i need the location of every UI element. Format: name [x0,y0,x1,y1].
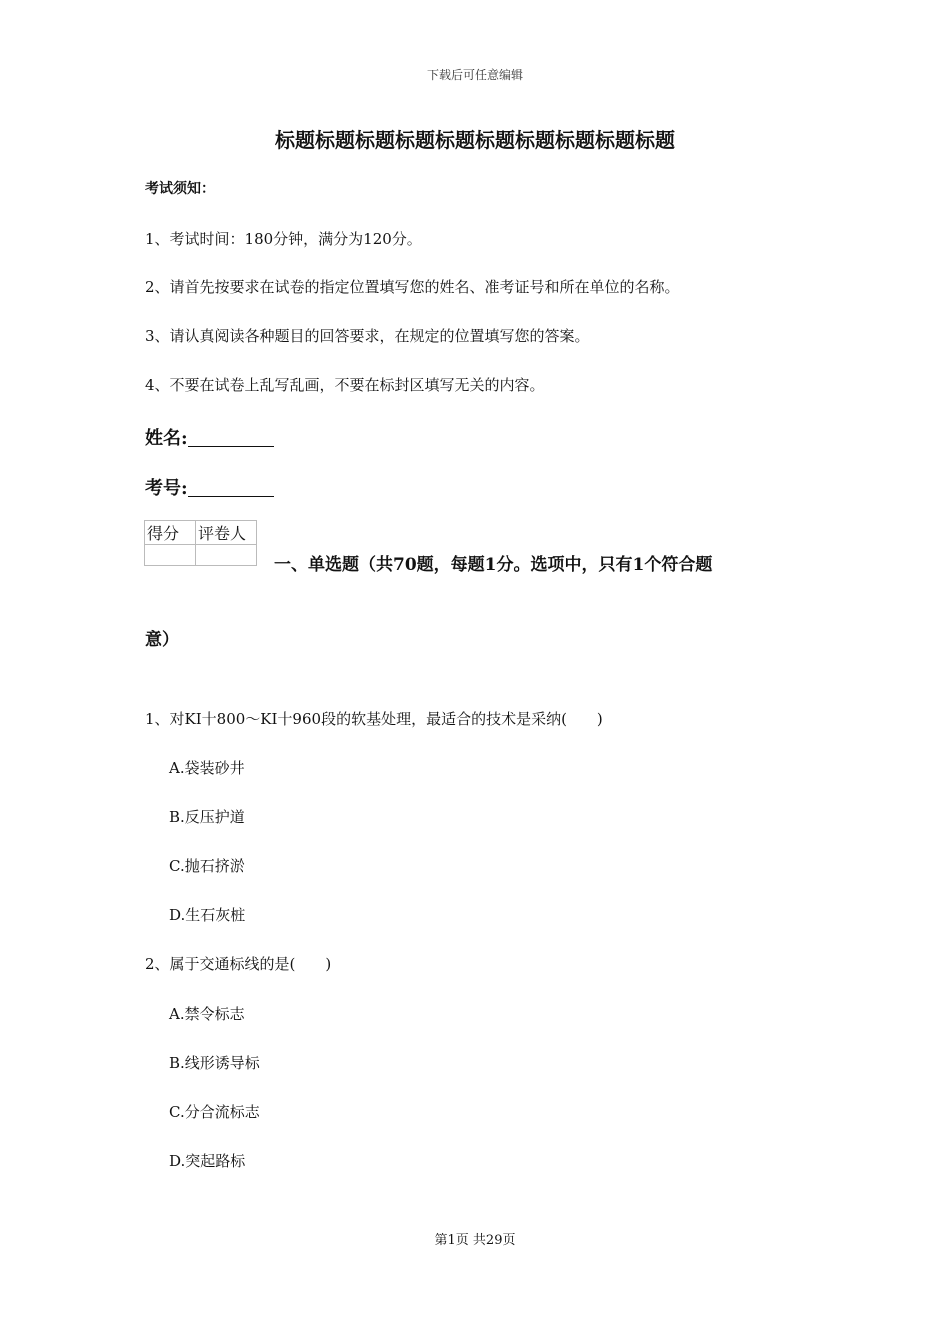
section-title: 一、单选题（共70题，每题1分。选项中，只有1个符合题 [274,555,713,575]
question-option: C.抛石挤淤 [169,857,245,875]
score-header: 得分 [145,521,196,545]
id-label: 考号: [145,478,188,499]
section-title-continued: 意） [145,630,179,650]
notice-item: 4、不要在试卷上乱写乱画，不要在标封区填写无关的内容。 [145,376,545,394]
page-footer: 第1页 共29页 [434,1233,516,1248]
name-field [145,424,274,450]
question-option: D.突起路标 [169,1152,246,1170]
score-cell [145,545,196,566]
question-option: A.袋装砂井 [169,759,245,777]
question-option: B.线形诱导标 [169,1054,260,1072]
question-stem: 2、属于交通标线的是( ) [145,955,332,973]
name-blank-line[interactable] [188,428,274,447]
notice-item: 2、请首先按要求在试卷的指定位置填写您的姓名、准考证号和所在单位的名称。 [145,278,680,296]
header-note: 下载后可任意编辑 [426,68,523,82]
question-option: A.禁令标志 [169,1005,245,1023]
grader-cell [196,545,257,566]
question-stem: 1、对KI十800～KI十960段的软基处理，最适合的技术是采纳( ) [145,710,603,728]
notice-heading: 考试须知： [145,181,215,197]
name-label: 姓名: [145,428,188,449]
question-option: B.反压护道 [169,808,245,826]
question-option: D.生石灰桩 [169,906,246,924]
question-option: C.分合流标志 [169,1103,260,1121]
notice-item: 3、请认真阅读各种题目的回答要求，在规定的位置填写您的答案。 [145,327,590,345]
id-field [145,474,274,500]
id-blank-line[interactable] [188,478,274,497]
grader-header: 评卷人 [196,521,257,545]
score-table [144,520,257,566]
notice-item: 1、考试时间：180分钟，满分为120分。 [145,230,422,248]
page-title: 标题标题标题标题标题标题标题标题标题标题 [275,128,675,152]
